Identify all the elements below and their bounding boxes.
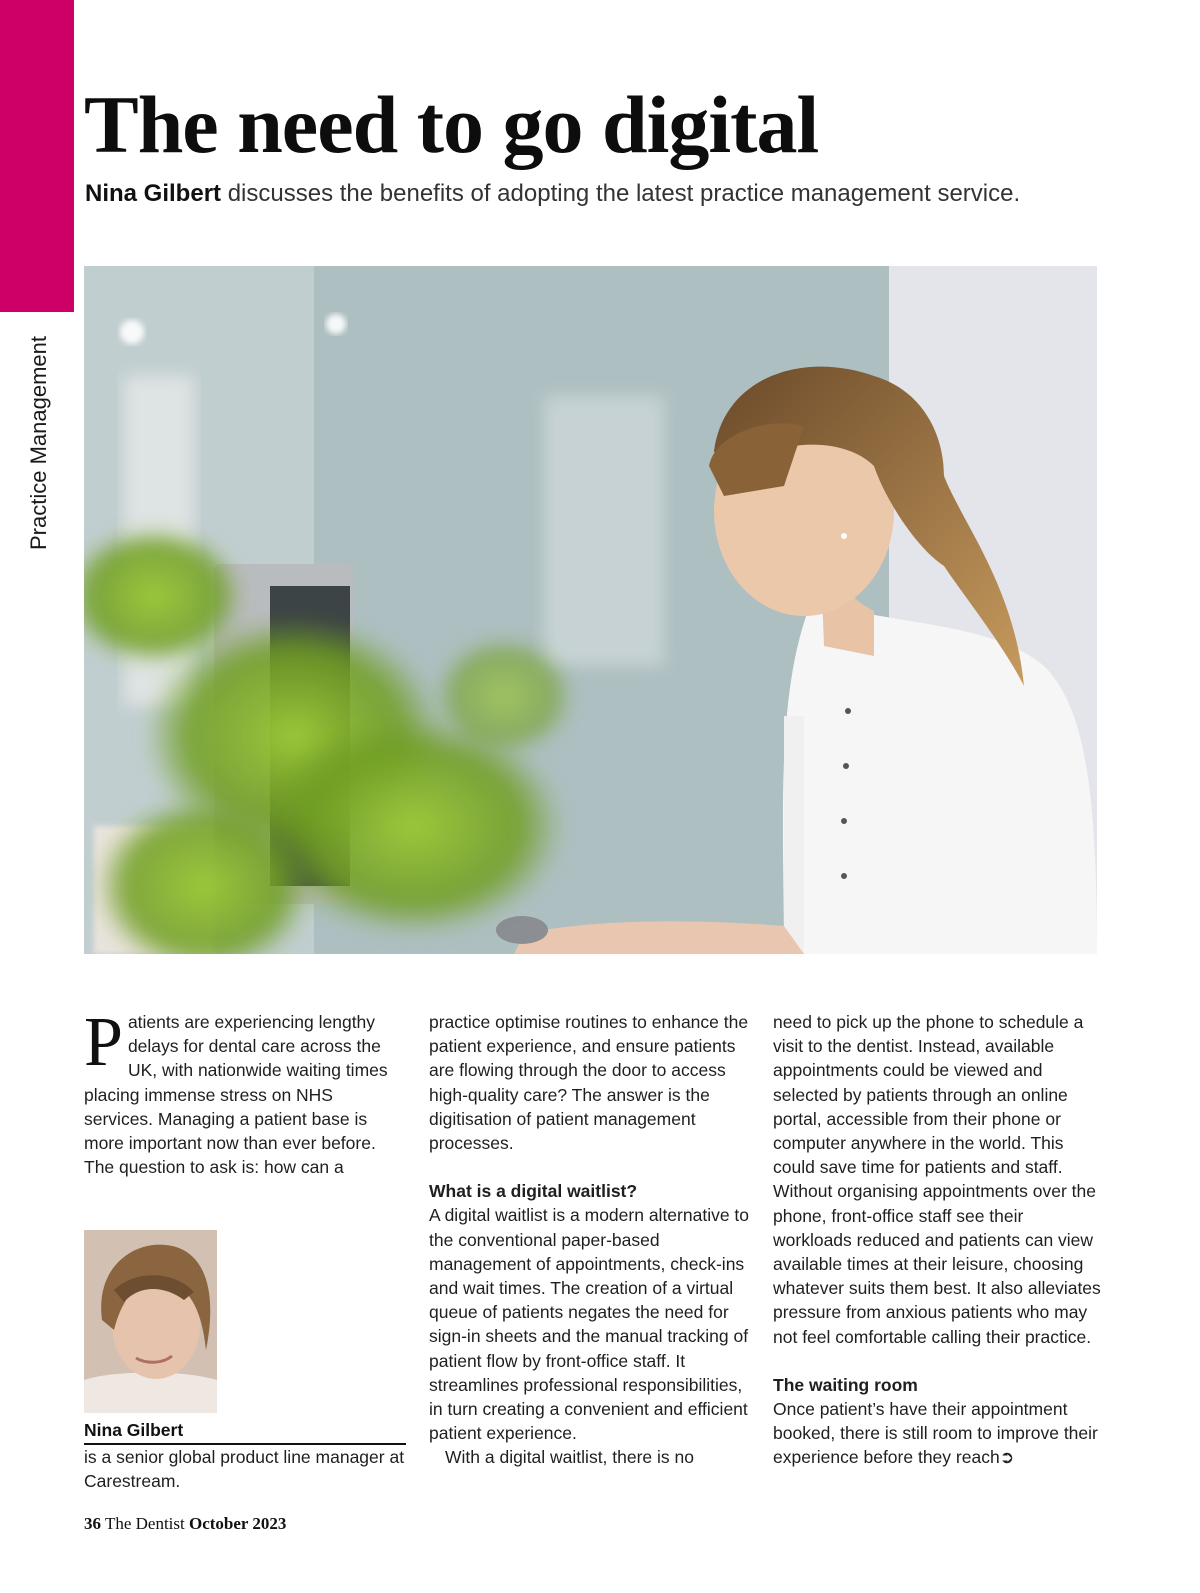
continue-arrow-icon: ➲ bbox=[999, 1447, 1015, 1468]
body-text: Once patient’s have their appointment booked, there is still room to improve their experience before they reach bbox=[773, 1399, 1098, 1468]
standfirst-author: Nina Gilbert bbox=[85, 180, 222, 207]
intro-paragraph bbox=[84, 1004, 406, 1179]
section-accent-bar bbox=[0, 0, 74, 312]
article-column-3 bbox=[773, 1010, 1103, 1470]
standfirst-text: discusses the benefits of adopting the latest practice management service. bbox=[221, 180, 1021, 207]
hero-image bbox=[84, 266, 1097, 954]
subheading-digital-waitlist: What is a digital waitlist? bbox=[429, 1181, 638, 1202]
author-bio: is a senior global product line manager at Carestream. bbox=[84, 1447, 405, 1491]
body-paragraph: practice optimise routines to enhance the patient experience, and ensure patients are flowing through the door to access high-quality care? The answer is the digitisation of patient management processes. bbox=[429, 1012, 749, 1154]
article-headline: The need to go digital bbox=[84, 79, 819, 170]
subheading-waiting-room: The waiting room bbox=[773, 1374, 918, 1395]
page-footer bbox=[84, 1514, 286, 1534]
body-paragraph: With a digital waitlist, there is no bbox=[445, 1447, 694, 1468]
page-number: 36 bbox=[84, 1514, 101, 1533]
article-column-1 bbox=[84, 1004, 406, 1179]
section-label-text: Practice Management bbox=[26, 336, 51, 550]
body-paragraph: A digital waitlist is a modern alternative to the conventional paper-based management of appointments, check-ins and wait times. The creation of a virtual queue of patients negates the need for sign-in sheets and the manual tracking of patient flow by front-office staff. It streamlines professional responsibilities, in turn creating a convenient and efficient patient experience. bbox=[429, 1205, 750, 1444]
intro-text: atients are experiencing lengthy delays for dental care across the UK, with nationwide waiting times placing immense stress on NHS services. Managing a patient base is more important now than ever before. The question to ask is: how can a bbox=[84, 1012, 388, 1178]
issue-date: October 2023 bbox=[189, 1514, 287, 1533]
section-label bbox=[22, 328, 56, 558]
article-column-2 bbox=[429, 1010, 759, 1470]
body-paragraph-continued bbox=[773, 1397, 1103, 1470]
publication-name: The Dentist bbox=[104, 1514, 185, 1533]
drop-cap: P bbox=[84, 1004, 123, 1081]
author-name: Nina Gilbert bbox=[84, 1420, 406, 1445]
author-photo bbox=[84, 1230, 217, 1413]
body-paragraph: need to pick up the phone to schedule a visit to the dentist. Instead, available appointments could be viewed and selected by patients through an online portal, accessible from their phone or computer anywhere in the world. This could save time for patients and staff. Without organising appointments over the phone, front-office staff see their workloads reduced and patients can view available times at their leisure, choosing whatever suits them best. It also alleviates pressure from anxious patients who may not feel comfortable calling their practice. bbox=[773, 1012, 1101, 1347]
article-standfirst bbox=[85, 180, 1145, 208]
